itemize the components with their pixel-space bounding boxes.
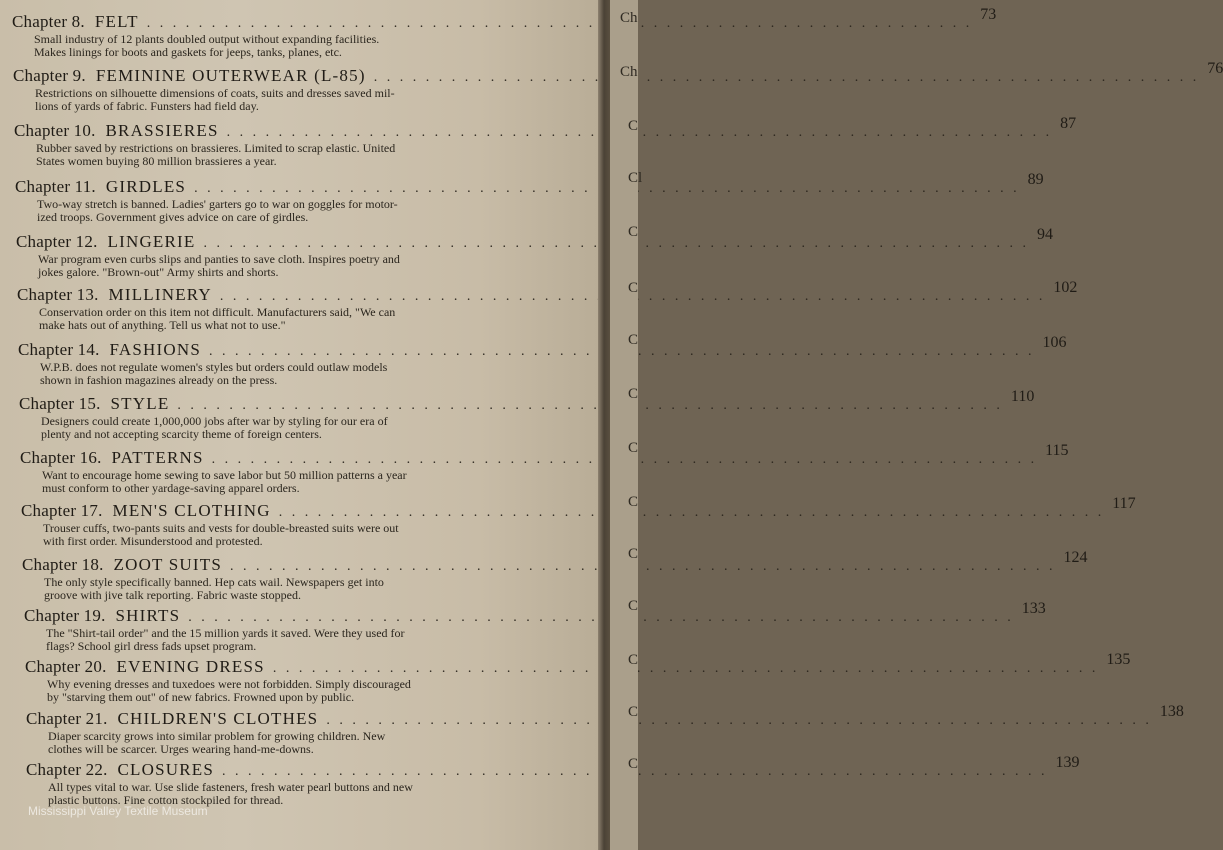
- chapter-description: [44, 576, 494, 602]
- page-number: 94: [1036, 226, 1053, 243]
- description-line: Want to encourage home sewing to save labor but 50 million patterns a year: [42, 468, 407, 482]
- description-line: Rubber saved by restrictions on brassieres. Limited to scrap elastic. United: [36, 141, 396, 155]
- toc-entry: [21, 495, 1136, 548]
- facing-page-text: C: [628, 494, 639, 510]
- description-line: All types vital to war. Use slide fasteners, fresh water pearl buttons and new: [48, 780, 413, 794]
- facing-page-text: C: [628, 224, 639, 240]
- toc-heading: [16, 226, 1053, 252]
- toc-entry: [26, 754, 1080, 807]
- description-line: The only style specifically banned. Hep cats wail. Newspapers get into: [44, 575, 384, 589]
- dot-leader: [273, 661, 1099, 677]
- facing-page-text: Cl: [628, 170, 643, 186]
- chapter-title: ZOOT SUITS: [113, 555, 223, 574]
- chapter-description: [40, 361, 490, 387]
- toc-entry: [22, 549, 1088, 602]
- chapter-title: LINGERIE: [107, 232, 196, 251]
- toc-heading: [25, 651, 1131, 677]
- toc-entry: [20, 442, 1069, 495]
- toc-entry: [14, 115, 1077, 168]
- toc-heading: [26, 703, 1184, 729]
- facing-page-text: C: [628, 332, 639, 348]
- page-number: 106: [1042, 334, 1067, 351]
- chapter-title: CHILDREN'S CLOTHES: [117, 709, 319, 728]
- facing-page-edge: [610, 0, 643, 850]
- chapter-description: [37, 198, 487, 224]
- description-line: must conform to other yardage-saving apparel orders.: [42, 481, 300, 495]
- chapter-description: [42, 469, 492, 495]
- description-line: flags? School girl dress fads upset program.: [46, 639, 257, 653]
- chapter-label: Chapter 18.: [22, 555, 104, 574]
- description-line: shown in fashion magazines already on the press.: [40, 373, 278, 387]
- book-gutter: [598, 0, 610, 850]
- dot-leader: [147, 16, 973, 32]
- toc-entry: [12, 6, 997, 59]
- toc-heading: [13, 60, 1223, 86]
- chapter-description: [38, 253, 488, 279]
- description-line: make hats out of anything. Tell us what not to use.": [39, 318, 286, 332]
- toc-entry: [25, 651, 1131, 704]
- description-line: Diaper scarcity grows into similar problem for growing children. New: [48, 729, 386, 743]
- description-line: The "Shirt-tail order" and the 15 million yards it saved. Were they used for: [46, 626, 405, 640]
- chapter-label: Chapter 8.: [12, 12, 85, 31]
- chapter-description: [35, 87, 485, 113]
- chapter-label: Chapter 10.: [14, 121, 96, 140]
- facing-page-text: C: [628, 118, 639, 134]
- facing-page-text: C: [628, 280, 639, 296]
- chapter-title: FELT: [94, 12, 139, 31]
- page-number: 133: [1021, 600, 1046, 617]
- page-number: 115: [1045, 442, 1069, 459]
- toc-entry: [24, 600, 1046, 653]
- chapter-description: [43, 522, 493, 548]
- chapter-title: SHIRTS: [115, 606, 181, 625]
- toc-heading: [20, 442, 1069, 468]
- dot-leader: [177, 398, 1003, 414]
- page-number: 124: [1063, 549, 1088, 566]
- chapter-description: [46, 627, 496, 653]
- watermark: Mississippi Valley Textile Museum: [28, 804, 208, 818]
- toc-entry: [26, 703, 1184, 756]
- page-number: 139: [1055, 754, 1080, 771]
- page-number: 73: [980, 6, 997, 23]
- chapter-title: GIRDLES: [105, 177, 187, 196]
- chapter-title: FEMININE OUTERWEAR (L-85): [95, 66, 366, 85]
- description-line: Small industry of 12 plants doubled output without expanding facilities.: [34, 32, 380, 46]
- chapter-label: Chapter 15.: [19, 394, 101, 413]
- chapter-description: [34, 33, 484, 59]
- toc-heading: [26, 754, 1080, 780]
- page-number: 87: [1060, 115, 1077, 132]
- dot-leader: [227, 125, 1053, 141]
- toc-entry: [17, 279, 1078, 332]
- chapter-description: [36, 142, 486, 168]
- toc-heading: [22, 549, 1088, 575]
- toc-heading: [19, 388, 1035, 414]
- description-line: with first order. Misunderstood and protested.: [43, 534, 263, 548]
- description-line: Restrictions on silhouette dimensions of coats, suits and dresses saved mil-: [35, 86, 395, 100]
- toc-heading: [21, 495, 1136, 521]
- toc-entry: [16, 226, 1053, 279]
- chapter-description: [47, 678, 497, 704]
- dot-leader: [230, 559, 1056, 575]
- toc-heading: [12, 6, 997, 32]
- dot-leader: [374, 70, 1200, 86]
- page-number: 110: [1010, 388, 1035, 405]
- description-line: War program even curbs slips and panties to save cloth. Inspires poetry and: [38, 252, 400, 266]
- chapter-label: Chapter 17.: [21, 501, 103, 520]
- facing-page-text: C: [628, 440, 639, 456]
- page-number: 138: [1159, 703, 1184, 720]
- page-number: 76: [1207, 60, 1223, 77]
- chapter-description: [39, 306, 489, 332]
- chapter-title: MILLINERY: [108, 285, 212, 304]
- chapter-label: Chapter 11.: [15, 177, 96, 196]
- chapter-label: Chapter 12.: [16, 232, 98, 251]
- description-line: Conservation order on this item not difficult. Manufacturers said, "We can: [39, 305, 396, 319]
- toc-heading: [24, 600, 1046, 626]
- chapter-label: Chapter 9.: [13, 66, 86, 85]
- chapter-description: [48, 730, 498, 756]
- description-line: lions of yards of fabric. Funsters had field day.: [35, 99, 259, 113]
- page-number: 117: [1112, 495, 1136, 512]
- chapter-label: Chapter 16.: [20, 448, 102, 467]
- description-line: plastic buttons. Fine cotton stockpiled for thread.: [48, 793, 284, 807]
- description-line: Trouser cuffs, two-pants suits and vests for double-breasted suits were out: [43, 521, 399, 535]
- chapter-label: Chapter 14.: [18, 340, 100, 359]
- description-line: groove with jive talk reporting. Fabric waste stopped.: [44, 588, 301, 602]
- toc-heading: [14, 115, 1077, 141]
- page-number: 89: [1027, 171, 1044, 188]
- toc-heading: [17, 279, 1078, 305]
- chapter-label: Chapter 22.: [26, 760, 108, 779]
- description-line: Designers could create 1,000,000 jobs after war by styling for our era of: [41, 414, 388, 428]
- description-line: jokes galore. "Brown-out" Army shirts and shorts.: [38, 265, 279, 279]
- toc-entry: [19, 388, 1035, 441]
- facing-page-text: Ch: [620, 64, 638, 80]
- description-line: States women buying 80 million brassieres a year.: [36, 154, 277, 168]
- chapter-label: Chapter 13.: [17, 285, 99, 304]
- chapter-label: Chapter 21.: [26, 709, 108, 728]
- dot-leader: [326, 713, 1152, 729]
- description-line: Two-way stretch is banned. Ladies' garters go to war on goggles for motor-: [37, 197, 398, 211]
- chapter-title: CLOSURES: [117, 760, 215, 779]
- chapter-title: PATTERNS: [111, 448, 204, 467]
- chapter-title: MEN'S CLOTHING: [112, 501, 271, 520]
- toc-heading: [18, 334, 1067, 360]
- facing-page-text: C: [628, 598, 639, 614]
- page-number: 102: [1053, 279, 1078, 296]
- facing-page-text: C: [628, 756, 639, 772]
- description-line: Why evening dresses and tuxedoes were not forbidden. Simply discouraged: [47, 677, 411, 691]
- chapter-label: Chapter 19.: [24, 606, 106, 625]
- toc-entry: [18, 334, 1067, 387]
- description-line: W.P.B. does not regulate women's styles but orders could outlaw models: [40, 360, 388, 374]
- chapter-title: STYLE: [110, 394, 170, 413]
- facing-page-text: Ch: [620, 10, 638, 26]
- description-line: by "starving them out" of new fabrics. Frowned upon by public.: [47, 690, 355, 704]
- facing-page-text: C: [628, 652, 639, 668]
- description-line: plenty and not accepting scarcity theme of foreign centers.: [41, 427, 322, 441]
- facing-page-text: C: [628, 704, 639, 720]
- dot-leader: [279, 505, 1105, 521]
- chapter-title: EVENING DRESS: [116, 657, 265, 676]
- chapter-title: BRASSIERES: [105, 121, 219, 140]
- chapter-label: Chapter 20.: [25, 657, 107, 676]
- description-line: ized troops. Government gives advice on care of girdles.: [37, 210, 309, 224]
- facing-page-text: C: [628, 386, 639, 402]
- description-line: clothes will be scarcer. Urges wearing hand-me-downs.: [48, 742, 314, 756]
- chapter-title: FASHIONS: [109, 340, 201, 359]
- chapter-description: [41, 415, 491, 441]
- page-number: 135: [1106, 651, 1131, 668]
- facing-page-text: C: [628, 546, 639, 562]
- toc-entry: [13, 60, 1223, 113]
- description-line: Makes linings for boots and gaskets for jeeps, tanks, planes, etc.: [34, 45, 342, 59]
